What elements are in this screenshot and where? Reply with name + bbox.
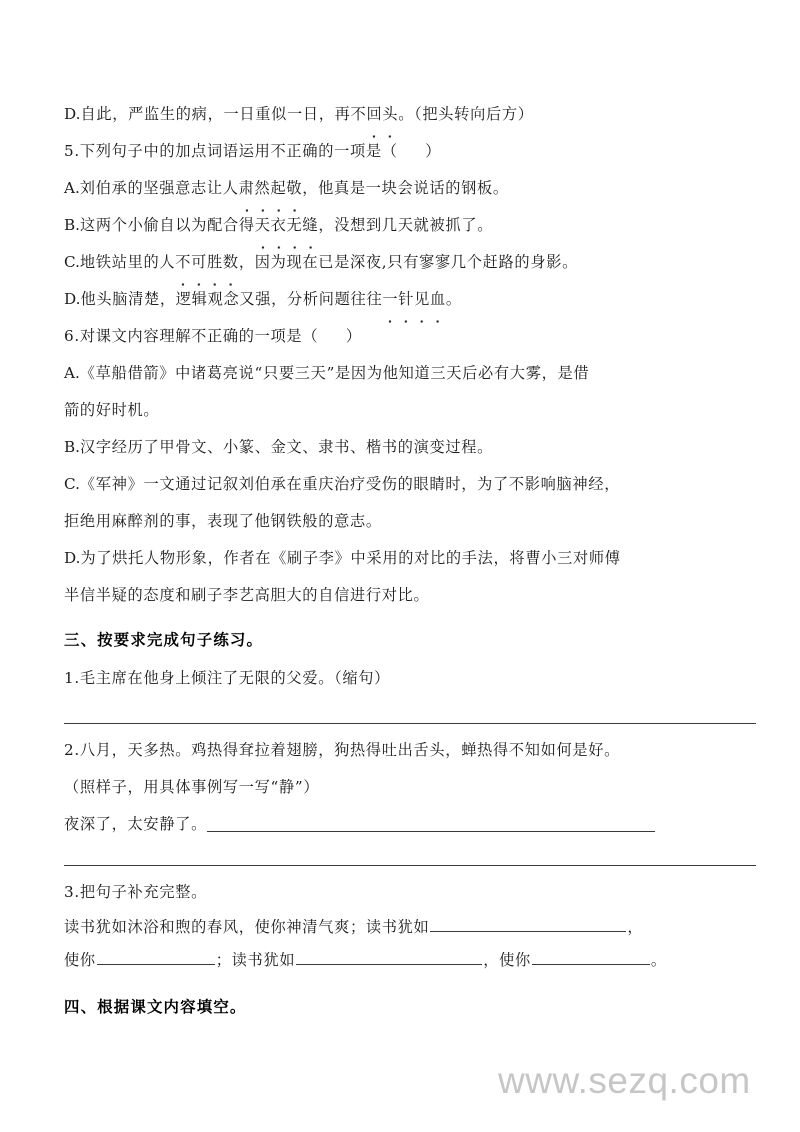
- item-number: 2.: [64, 741, 80, 759]
- item-text-line-1: 八月，天多热。鸡热得耷拉着翅膀，狗热得吐出舌头，蝉热得不知如何是好。: [79, 741, 621, 759]
- emphasised-phrase: 不可胜数: [175, 244, 239, 281]
- option-text-line-1: 汉字经历了甲骨文、小篆、金文、隶书、楷书的演变过程。: [80, 438, 494, 456]
- item-title-text: 把句子补充完整。: [79, 883, 207, 901]
- section-3-item-3-line-1: [64, 911, 756, 944]
- emphasised-phrase: 一针见血: [382, 281, 446, 318]
- question-4-option-d: [64, 96, 756, 133]
- answer-blank-2[interactable]: [97, 948, 215, 965]
- option-letter: C.: [64, 253, 80, 271]
- answer-blank-inline[interactable]: [207, 814, 655, 832]
- question-5-option-c: [64, 244, 756, 281]
- option-text-line-2: 箭的好时机。: [64, 401, 160, 419]
- option-text-line-1: 为了烘托人物形象，作者在《刷子李》中采用的对比的手法，将曹小三对师傅: [80, 549, 621, 567]
- item-text-part-a: 读书犹如沐浴和煦的春风，使你神清气爽；读书犹如: [64, 918, 430, 936]
- option-letter: D.: [64, 290, 81, 308]
- emphasised-phrase: 回头: [366, 96, 398, 133]
- option-text-line-2: 拒绝用麻醉剂的事，表现了他钢铁般的意志。: [64, 512, 382, 530]
- section-4-heading: 四、根据课文内容填空。: [64, 998, 247, 1016]
- option-text-before-dotted: 刘伯承的坚强意志让人: [79, 179, 239, 197]
- question-5-prompt: [64, 133, 756, 170]
- option-text-after-dotted: 。: [445, 290, 462, 308]
- answer-blank-1[interactable]: [430, 915, 626, 932]
- answer-blank-4[interactable]: [532, 948, 650, 965]
- question-6-option-d: [64, 540, 756, 577]
- question-6-option-c: [64, 466, 756, 503]
- option-text-line-1: 《草船借箭》中诸葛亮说“只要三天”是因为他知道三天后必有大雾，是借: [79, 364, 590, 382]
- option-letter: B.: [64, 438, 80, 456]
- section-3-item-2-answer-line: [64, 806, 756, 843]
- answer-rule-2[interactable]: [64, 865, 756, 866]
- question-6-option-a-line-2: [64, 392, 756, 429]
- answer-space-1[interactable]: [64, 697, 756, 723]
- option-text-before-dotted: 自此，严监生的病，一日重似一日，再不: [80, 105, 367, 123]
- emphasised-phrase: 肃然起敬: [239, 170, 303, 207]
- item-number: 1.: [64, 669, 80, 687]
- question-6-option-b: [64, 429, 756, 466]
- section-3-item-2: [64, 732, 756, 769]
- section-3-item-3-line-2: [64, 944, 756, 977]
- answer-slot[interactable]: [318, 327, 346, 345]
- item-number: 3.: [64, 883, 80, 901]
- option-text-after-dotted: ，因为现在已是深夜,只有寥寥几个赶路的身影。: [238, 253, 578, 271]
- item-text-part-c: ，使你: [483, 951, 531, 969]
- item-text-part-b: ；读书犹如: [215, 951, 296, 969]
- option-text-after-dotted: 。（把头转向后方）: [398, 105, 534, 123]
- option-text-before-dotted: 这两个小偷自以为配合得: [80, 216, 255, 234]
- item-text-part-d: 。: [650, 951, 667, 969]
- answer-blank-3[interactable]: [296, 948, 482, 965]
- question-6-option-a: [64, 355, 756, 392]
- worksheet-content: [64, 96, 756, 1027]
- option-letter: B.: [64, 216, 80, 234]
- option-letter: A.: [64, 364, 80, 382]
- option-text-after-dotted: ，他真是一块会说话的钢板。: [302, 179, 509, 197]
- question-6-option-d-line-2: [64, 577, 756, 614]
- prompt-close-paren: ）: [345, 327, 362, 345]
- question-number: 6.: [64, 327, 80, 345]
- question-6-option-c-line-2: [64, 503, 756, 540]
- option-text-before-dotted: 他头脑清楚，逻辑观念又强，分析问题往往: [80, 290, 383, 308]
- item-text-line-2: （照样子，用具体事例写一写“静”）: [64, 778, 320, 796]
- option-text-line-2: 半信半疑的态度和刷子李艺高胆大的自信进行对比。: [64, 586, 430, 604]
- answer-space-2[interactable]: [64, 843, 756, 865]
- option-text-line-1: 《军神》一文通过记叙刘伯承在重庆治疗受伤的眼睛时，为了不影响脑神经，: [79, 475, 621, 493]
- question-prompt-text: 对课文内容理解不正确的一项是（: [79, 327, 319, 345]
- option-text-after-dotted: ，没想到几天就被抓了。: [318, 216, 494, 234]
- question-5-option-a: [64, 170, 756, 207]
- item-text-part-b: ，: [627, 918, 644, 936]
- option-text-before-dotted: 地铁站里的人: [79, 253, 176, 271]
- question-number: 5.: [64, 142, 80, 160]
- option-letter: A.: [64, 179, 80, 197]
- section-3-item-2-line-2: [64, 769, 756, 806]
- question-5-option-b: [64, 207, 756, 244]
- emphasised-phrase: 天衣无缝: [255, 207, 319, 244]
- prompt-close-paren: ）: [425, 142, 442, 160]
- question-5-option-d: [64, 281, 756, 318]
- item-text-line-3-prefix: 夜深了，太安静了。: [64, 815, 207, 833]
- option-letter: D.: [64, 105, 81, 123]
- question-6-prompt: [64, 318, 756, 355]
- section-3-heading: 三、按要求完成句子练习。: [64, 631, 264, 649]
- site-watermark: www.sezq.com: [498, 1060, 751, 1101]
- option-letter: C.: [64, 475, 80, 493]
- section-3-item-3-title: [64, 874, 756, 911]
- item-text: 毛主席在他身上倾注了无限的父爱。（缩句）: [79, 669, 391, 687]
- answer-rule-1[interactable]: [64, 723, 756, 724]
- answer-slot[interactable]: [398, 142, 426, 160]
- item-text-part-a: 使你: [64, 951, 96, 969]
- question-prompt-text: 下列句子中的加点词语运用不正确的一项是（: [79, 142, 398, 160]
- option-letter: D.: [64, 549, 81, 567]
- section-3-item-1: [64, 660, 756, 697]
